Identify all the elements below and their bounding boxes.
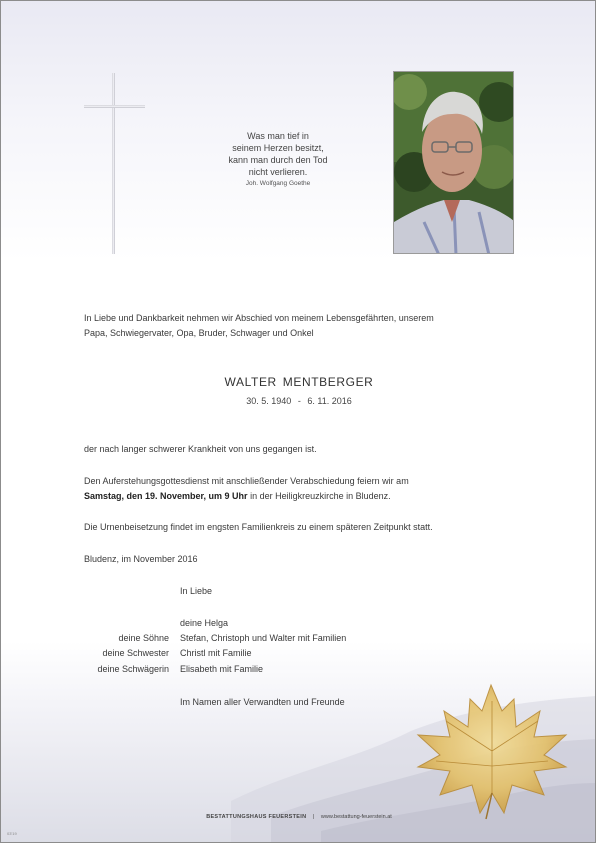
maple-leaf-illustration bbox=[406, 681, 576, 821]
footer-separator: | bbox=[312, 814, 315, 820]
first-name: WALTER bbox=[224, 375, 277, 389]
relation-names: Stefan, Christoph und Walter mit Familien bbox=[180, 633, 347, 643]
quote-author: Joh. Wolfgang Goethe bbox=[245, 180, 311, 187]
relation-names: Christl mit Familie bbox=[180, 648, 252, 658]
partner-name: deine Helga bbox=[180, 618, 229, 628]
closing-line: Im Namen aller Verwandten und Freunde bbox=[180, 697, 345, 707]
relation-label: deine Söhne bbox=[118, 633, 169, 643]
birth-date: 30. 5. 1940 bbox=[246, 396, 292, 406]
intro-line: Papa, Schwiegervater, Opa, Bruder, Schwager und Onkel bbox=[84, 327, 314, 338]
life-dates bbox=[1, 396, 596, 406]
service-line: Den Auferstehungsgottesdienst mit anschließender Verabschiedung feiern wir am bbox=[84, 476, 409, 486]
funeral-home-name: BESTATTUNGSHAUS FEUERSTEIN bbox=[206, 814, 307, 820]
date-dash: - bbox=[297, 396, 301, 406]
death-date: 6. 11. 2016 bbox=[307, 396, 352, 406]
relation-label: deine Schwägerin bbox=[97, 664, 169, 674]
service-date: Samstag, den 19. November, um 9 Uhr bbox=[84, 490, 248, 501]
intro-text bbox=[84, 311, 434, 340]
deceased-name bbox=[1, 375, 596, 389]
service-line-2 bbox=[84, 489, 409, 504]
quote-line: Was man tief in bbox=[247, 131, 309, 141]
print-code: 03'19 bbox=[7, 831, 17, 836]
place-date: Bludenz, im November 2016 bbox=[84, 554, 198, 564]
funeral-home-website[interactable]: www.bestattung-feuerstein.at bbox=[320, 814, 392, 820]
relation-names: Elisabeth mit Familie bbox=[180, 664, 264, 674]
service-location: in der Heiligkreuzkirche in Bludenz. bbox=[247, 490, 391, 501]
portrait-photo bbox=[393, 71, 514, 254]
intro-line: In Liebe und Dankbarkeit nehmen wir Abschied von meinem Lebensgefährten, unserem bbox=[84, 313, 434, 323]
quote-line: seinem Herzen besitzt, bbox=[232, 143, 324, 153]
cross-horizontal-bar bbox=[84, 105, 145, 108]
quote-line: nicht verlieren. bbox=[248, 167, 308, 177]
cross-vertical-bar bbox=[112, 73, 115, 254]
urn-text: Die Urnenbeisetzung findet im engsten Familienkreis zu einem späteren Zeitpunkt statt. bbox=[84, 522, 433, 532]
footer bbox=[1, 814, 596, 820]
last-name: MENTBERGER bbox=[282, 375, 374, 389]
relation-label: deine Schwester bbox=[102, 648, 169, 658]
quote-line: kann man durch den Tod bbox=[228, 155, 328, 165]
service-text bbox=[84, 474, 409, 503]
memorial-quote bbox=[213, 130, 343, 189]
passed-text: der nach langer schwerer Krankheit von uns gegangen ist. bbox=[84, 444, 317, 454]
in-liebe: In Liebe bbox=[180, 586, 213, 596]
